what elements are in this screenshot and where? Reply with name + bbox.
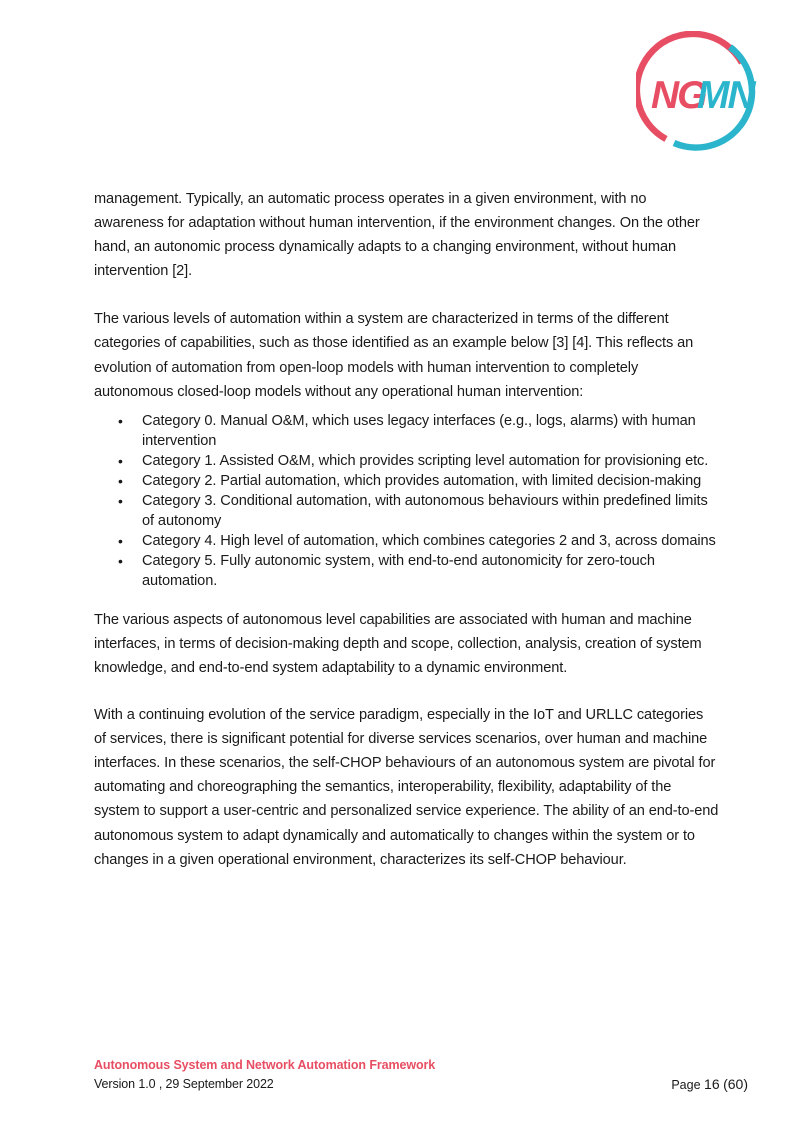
page-total: (60) [723,1076,748,1092]
paragraph-automatic-vs-autonomic: management. Typically, an automatic process operates in a given environment, with no awareness for adaptation without human intervention, if the environment changes. On the other hand, an autonomic process dynamically adapts to a changing environment, without human intervention [2]. [94,191,700,280]
list-item [94,471,719,491]
automation-category-list [94,411,719,591]
list-item-text: Category 5. Fully autonomic system, with end-to-end autonomicity for zero-touch automation. [142,552,655,589]
footer-version: Version 1.0 , 29 September 2022 [94,1077,274,1091]
list-item [94,531,719,551]
list-item [94,551,719,591]
bullet-icon: • [118,412,123,429]
paragraph-automation-levels: The various levels of automation within a system are characterized in terms of the different categories of capabilities, such as those identified as an example below [3] [4]. This reflects an evolution of automation from open-loop models with human intervention to completely autonomous closed-loop models without any operational human intervention: [94,311,694,400]
main-content [94,187,719,872]
list-item-text: Category 3. Conditional automation, with autonomous behaviours within predefined limits of autonomy [142,492,708,529]
bullet-icon: • [118,472,123,489]
bullet-icon: • [118,532,123,549]
footer-document-title: Autonomous System and Network Automation Framework [94,1058,436,1072]
ngmn-logo-mark [636,31,760,155]
list-item [94,451,719,471]
list-item-text: Category 1. Assisted O&M, which provides scripting level automation for provisioning etc. [142,452,709,469]
page-current: 16 [704,1076,720,1092]
page-number [671,1076,748,1092]
list-item [94,411,719,451]
list-item-text: Category 2. Partial automation, which provides automation, with limited decision-making [142,472,702,489]
page-label: Page [671,1078,701,1092]
bullet-icon: • [118,552,123,569]
svg-text:MN: MN [697,74,754,117]
bullet-icon: • [118,492,123,509]
ngmn-logo [636,31,760,155]
paragraph-self-chop: With a continuing evolution of the service paradigm, especially in the IoT and URLLC categories of services, there is significant potential for diverse services scenarios, over human and machine interfaces. In these scenarios, the self-CHOP behaviours of an autonomous system are pivotal for automating and choreographing the semantics, interoperability, flexibility, adaptability of the system to support a user-centric and personalized service experience. The ability of an end-to-end autonomous system to adapt dynamically and automatically to changes within the system or to changes in a given operational environment, characterizes its self-CHOP behaviour. [94,707,719,868]
list-item [94,491,719,531]
paragraph-autonomous-capabilities: The various aspects of autonomous level capabilities are associated with human and machine interfaces, in terms of decision-making depth and scope, collection, analysis, creation of system knowledge, and end-to-end system adaptability to a dynamic environment. [94,611,702,676]
bullet-icon: • [118,452,123,469]
list-item-text: Category 4. High level of automation, which combines categories 2 and 3, across domains [142,532,716,549]
list-item-text: Category 0. Manual O&M, which uses legacy interfaces (e.g., logs, alarms) with human intervention [142,412,696,449]
svg-text:NG: NG [651,74,706,117]
